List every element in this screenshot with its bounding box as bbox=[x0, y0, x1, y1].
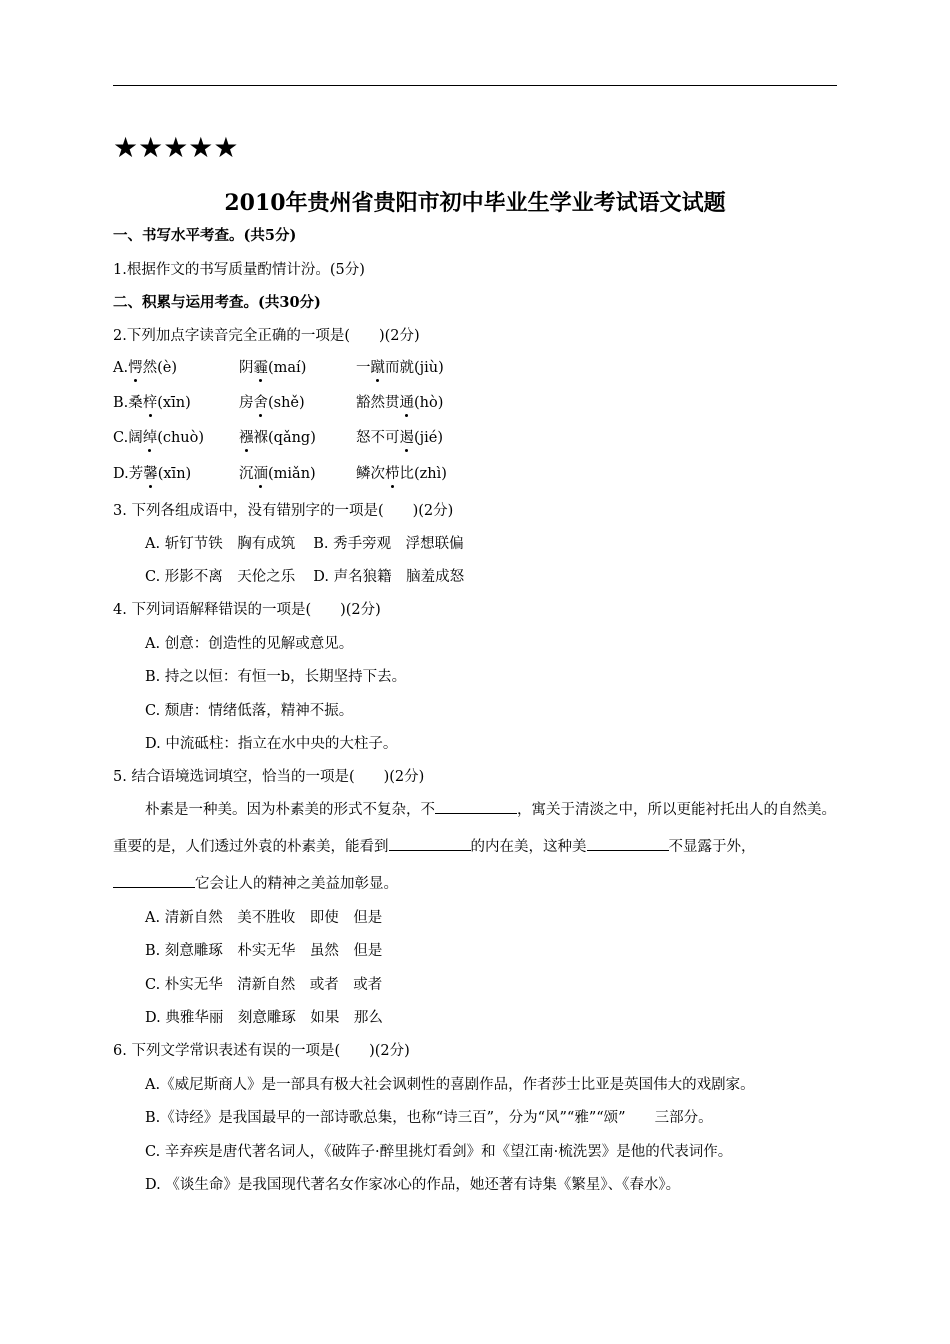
question-2-option-a: A.愕然(è) 阴霾(maí) 一蹴而就(jiù) bbox=[113, 360, 444, 376]
question-2-option-b: B.桑梓(xīn) 房舍(shě) 豁然贯通(hò) bbox=[113, 395, 444, 411]
section-2-heading: 二、积累与运用考查。(共30分) bbox=[113, 294, 321, 311]
question-6-option-a: A.《威尼斯商人》是一部具有极大社会讽刺性的喜剧作品，作者莎士比亚是英国伟大的戏剧家。 bbox=[145, 1077, 755, 1093]
question-2-option-c: C.阔绰(chuò) 襁褓(qǎng) 怒不可遏(jié) bbox=[113, 430, 444, 446]
question-3-options-row-1: A. 斩钉节铁 胸有成筑 B. 秀手旁观 浮想联偏 bbox=[145, 536, 464, 552]
question-5-option-d: D. 典雅华丽 刻意雕琢 如果 那么 bbox=[145, 1010, 383, 1026]
question-6-option-d: D. 《谈生命》是我国现代著名女作家冰心的作品，她还著有诗集《繁星》、《春水》。 bbox=[145, 1177, 681, 1193]
question-6-option-c: C. 辛弃疾是唐代著名词人，《破阵子·醉里挑灯看剑》和《望江南·梳洗罢》是他的代表词作。 bbox=[145, 1144, 733, 1160]
fill-blank-3 bbox=[587, 838, 669, 851]
question-1: 1.根据作文的书写质量酌情计汾。(5分) bbox=[113, 262, 365, 278]
question-4-option-d: D. 中流砥柱：指立在水中央的大柱子。 bbox=[145, 736, 398, 752]
question-6-option-b: B.《诗经》是我国最早的一部诗歌总集，也称“诗三百”，分为“风”“雅”“颂” 三部分。 bbox=[145, 1110, 713, 1126]
question-2-stem: 2.下列加点字读音完全正确的一项是( )(2分) bbox=[113, 328, 420, 344]
fill-blank-2 bbox=[389, 838, 471, 851]
question-3-stem: 3. 下列各组成语中，没有错别字的一项是( )(2分) bbox=[113, 503, 454, 519]
difficulty-stars: ★★★★★ bbox=[113, 131, 239, 164]
question-4-option-c: C. 颓唐：情绪低落，精神不振。 bbox=[145, 703, 354, 719]
question-4-option-b: B. 持之以恒：有恒一b，长期坚持下去。 bbox=[145, 669, 407, 685]
question-5-stem: 5. 结合语境选词填空，恰当的一项是( )(2分) bbox=[113, 769, 425, 785]
question-4-stem: 4. 下列词语解释错误的一项是( )(2分) bbox=[113, 602, 381, 618]
page-title: 2010年贵州省贵阳市初中毕业生学业考试语文试题 bbox=[224, 190, 726, 216]
question-4-option-a: A. 创意：创造性的见解或意见。 bbox=[145, 636, 354, 652]
fill-blank-1 bbox=[435, 801, 517, 814]
fill-blank-4 bbox=[113, 875, 195, 888]
question-5-option-c: C. 朴实无华 清新自然 或者 或者 bbox=[145, 977, 383, 993]
question-6-stem: 6. 下列文学常识表述有误的一项是( )(2分) bbox=[113, 1043, 410, 1059]
question-5-passage: 朴素是一种美。因为朴素美的形式不复杂，不 ，寓关于清淡之中，所以更能衬托出人的自然美。重要的是，人们透过外袁的朴素美，能看到 的内在美，这种美 不显露于外，它会让人的精神之美益加彰显。 bbox=[113, 802, 836, 892]
header-rule bbox=[113, 85, 837, 86]
section-1-heading: 一、书写水平考查。(共5分) bbox=[113, 227, 297, 244]
question-5-option-b: B. 刻意雕琢 朴实无华 虽然 但是 bbox=[145, 943, 383, 959]
question-3-options-row-2: C. 形影不离 天伦之乐 D. 声名狼籍 脑羞成怒 bbox=[145, 569, 465, 585]
question-2-option-d: D.芳馨(xīn) 沉湎(miǎn) 鳞次栉比(zhì) bbox=[113, 466, 447, 482]
question-5-option-a: A. 清新自然 美不胜收 即使 但是 bbox=[145, 910, 383, 926]
